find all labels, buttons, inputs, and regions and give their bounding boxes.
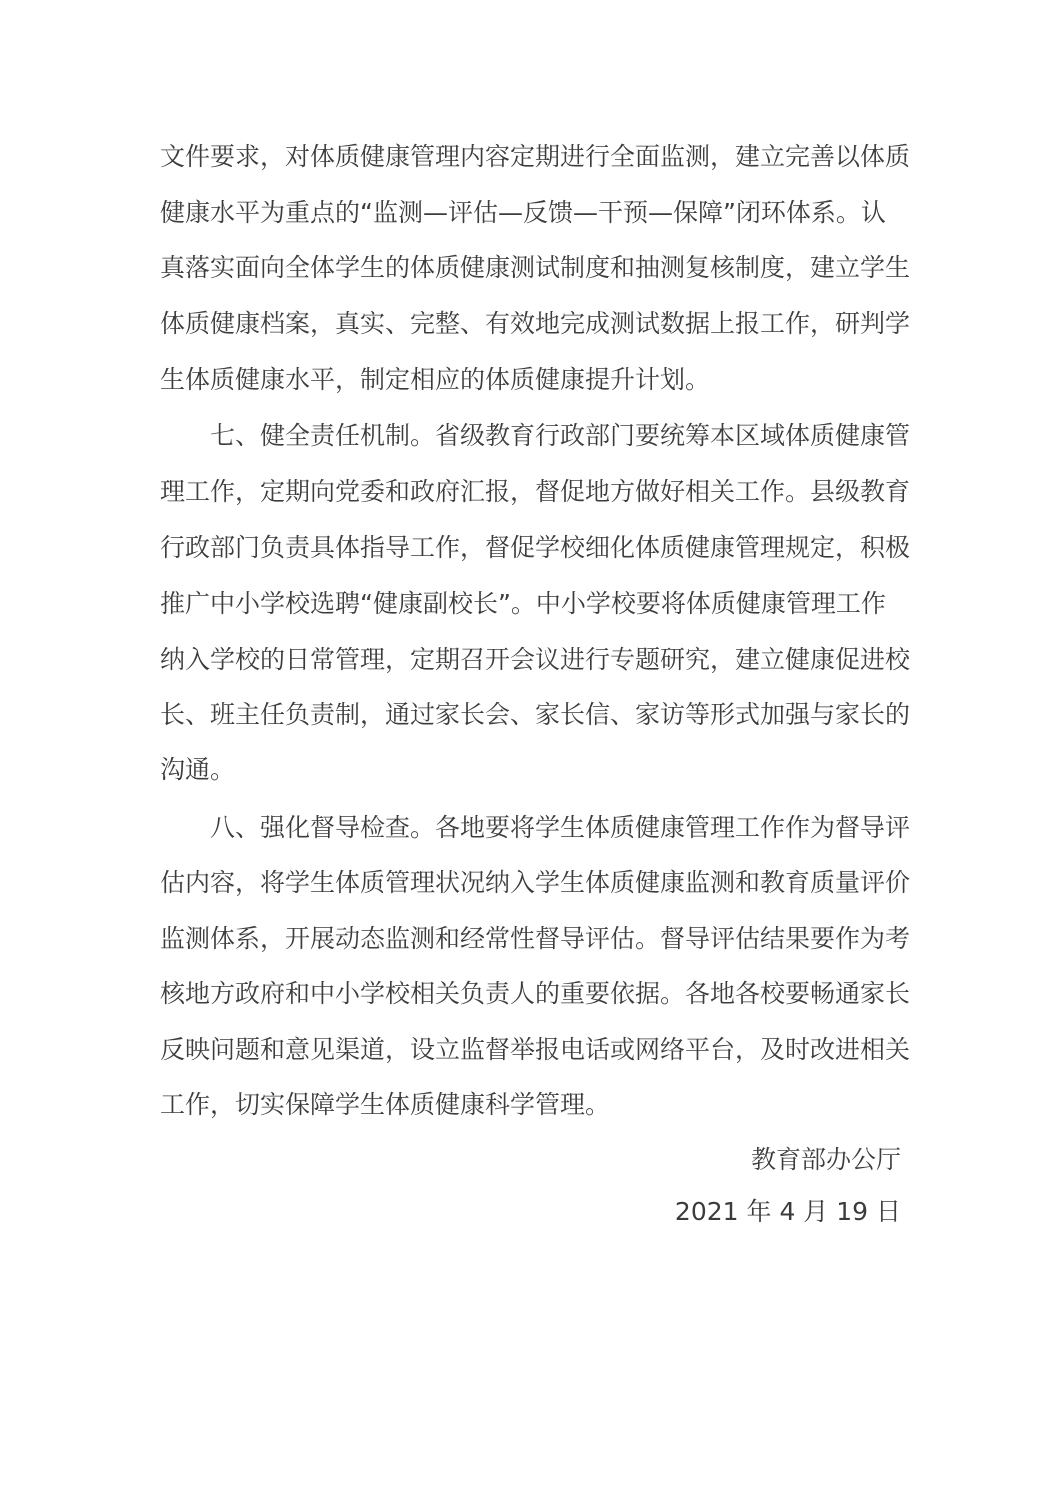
text-line: 生体质健康水平，制定相应的体质健康提升计划。: [160, 365, 711, 394]
text-line: 理工作，定期向党委和政府汇报，督促地方做好相关工作。县级教育: [160, 477, 911, 506]
text-line: 估内容，将学生体质管理状况纳入学生体质健康监测和教育质量评价: [160, 868, 911, 897]
text-line: 健康水平为重点的“监测—评估—反馈—干预—保障”闭环体系。认: [160, 198, 886, 227]
text-line: 反映问题和意见渠道，设立监督举报电话或网络平台，及时改进相关: [160, 1035, 911, 1064]
text-line: 纳入学校的日常管理，定期召开会议进行专题研究，建立健康促进校: [160, 645, 911, 674]
text-line: 推广中小学校选聘“健康副校长”。中小学校要将体质健康管理工作: [160, 589, 886, 618]
issuer-signature: 教育部办公厅: [750, 1145, 901, 1174]
text-line: 体质健康档案，真实、完整、有效地完成测试数据上报工作，研判学: [160, 309, 911, 338]
text-line: 行政部门负责具体指导工作，督促学校细化体质健康管理规定，积极: [160, 533, 911, 562]
text-line: 七、健全责任机制。省级教育行政部门要统筹本区域体质健康管: [210, 421, 911, 450]
text-line: 文件要求，对体质健康管理内容定期进行全面监测，建立完善以体质: [160, 142, 911, 171]
text-line: 长、班主任负责制，通过家长会、家长信、家访等形式加强与家长的: [160, 700, 911, 729]
text-line: 八、强化督导检查。各地要将学生体质健康管理工作作为督导评: [210, 813, 911, 842]
text-line: 真落实面向全体学生的体质健康测试制度和抽测复核制度，建立学生: [160, 253, 911, 282]
text-line: 监测体系，开展动态监测和经常性督导评估。督导评估结果要作为考: [160, 924, 911, 953]
text-line: 工作，切实保障学生体质健康科学管理。: [160, 1090, 611, 1119]
text-line: 核地方政府和中小学校相关负责人的重要依据。各地各校要畅通家长: [160, 979, 911, 1008]
text-line: 沟通。: [160, 755, 236, 784]
issue-date: 2021 年 4 月 19 日: [674, 1197, 901, 1226]
